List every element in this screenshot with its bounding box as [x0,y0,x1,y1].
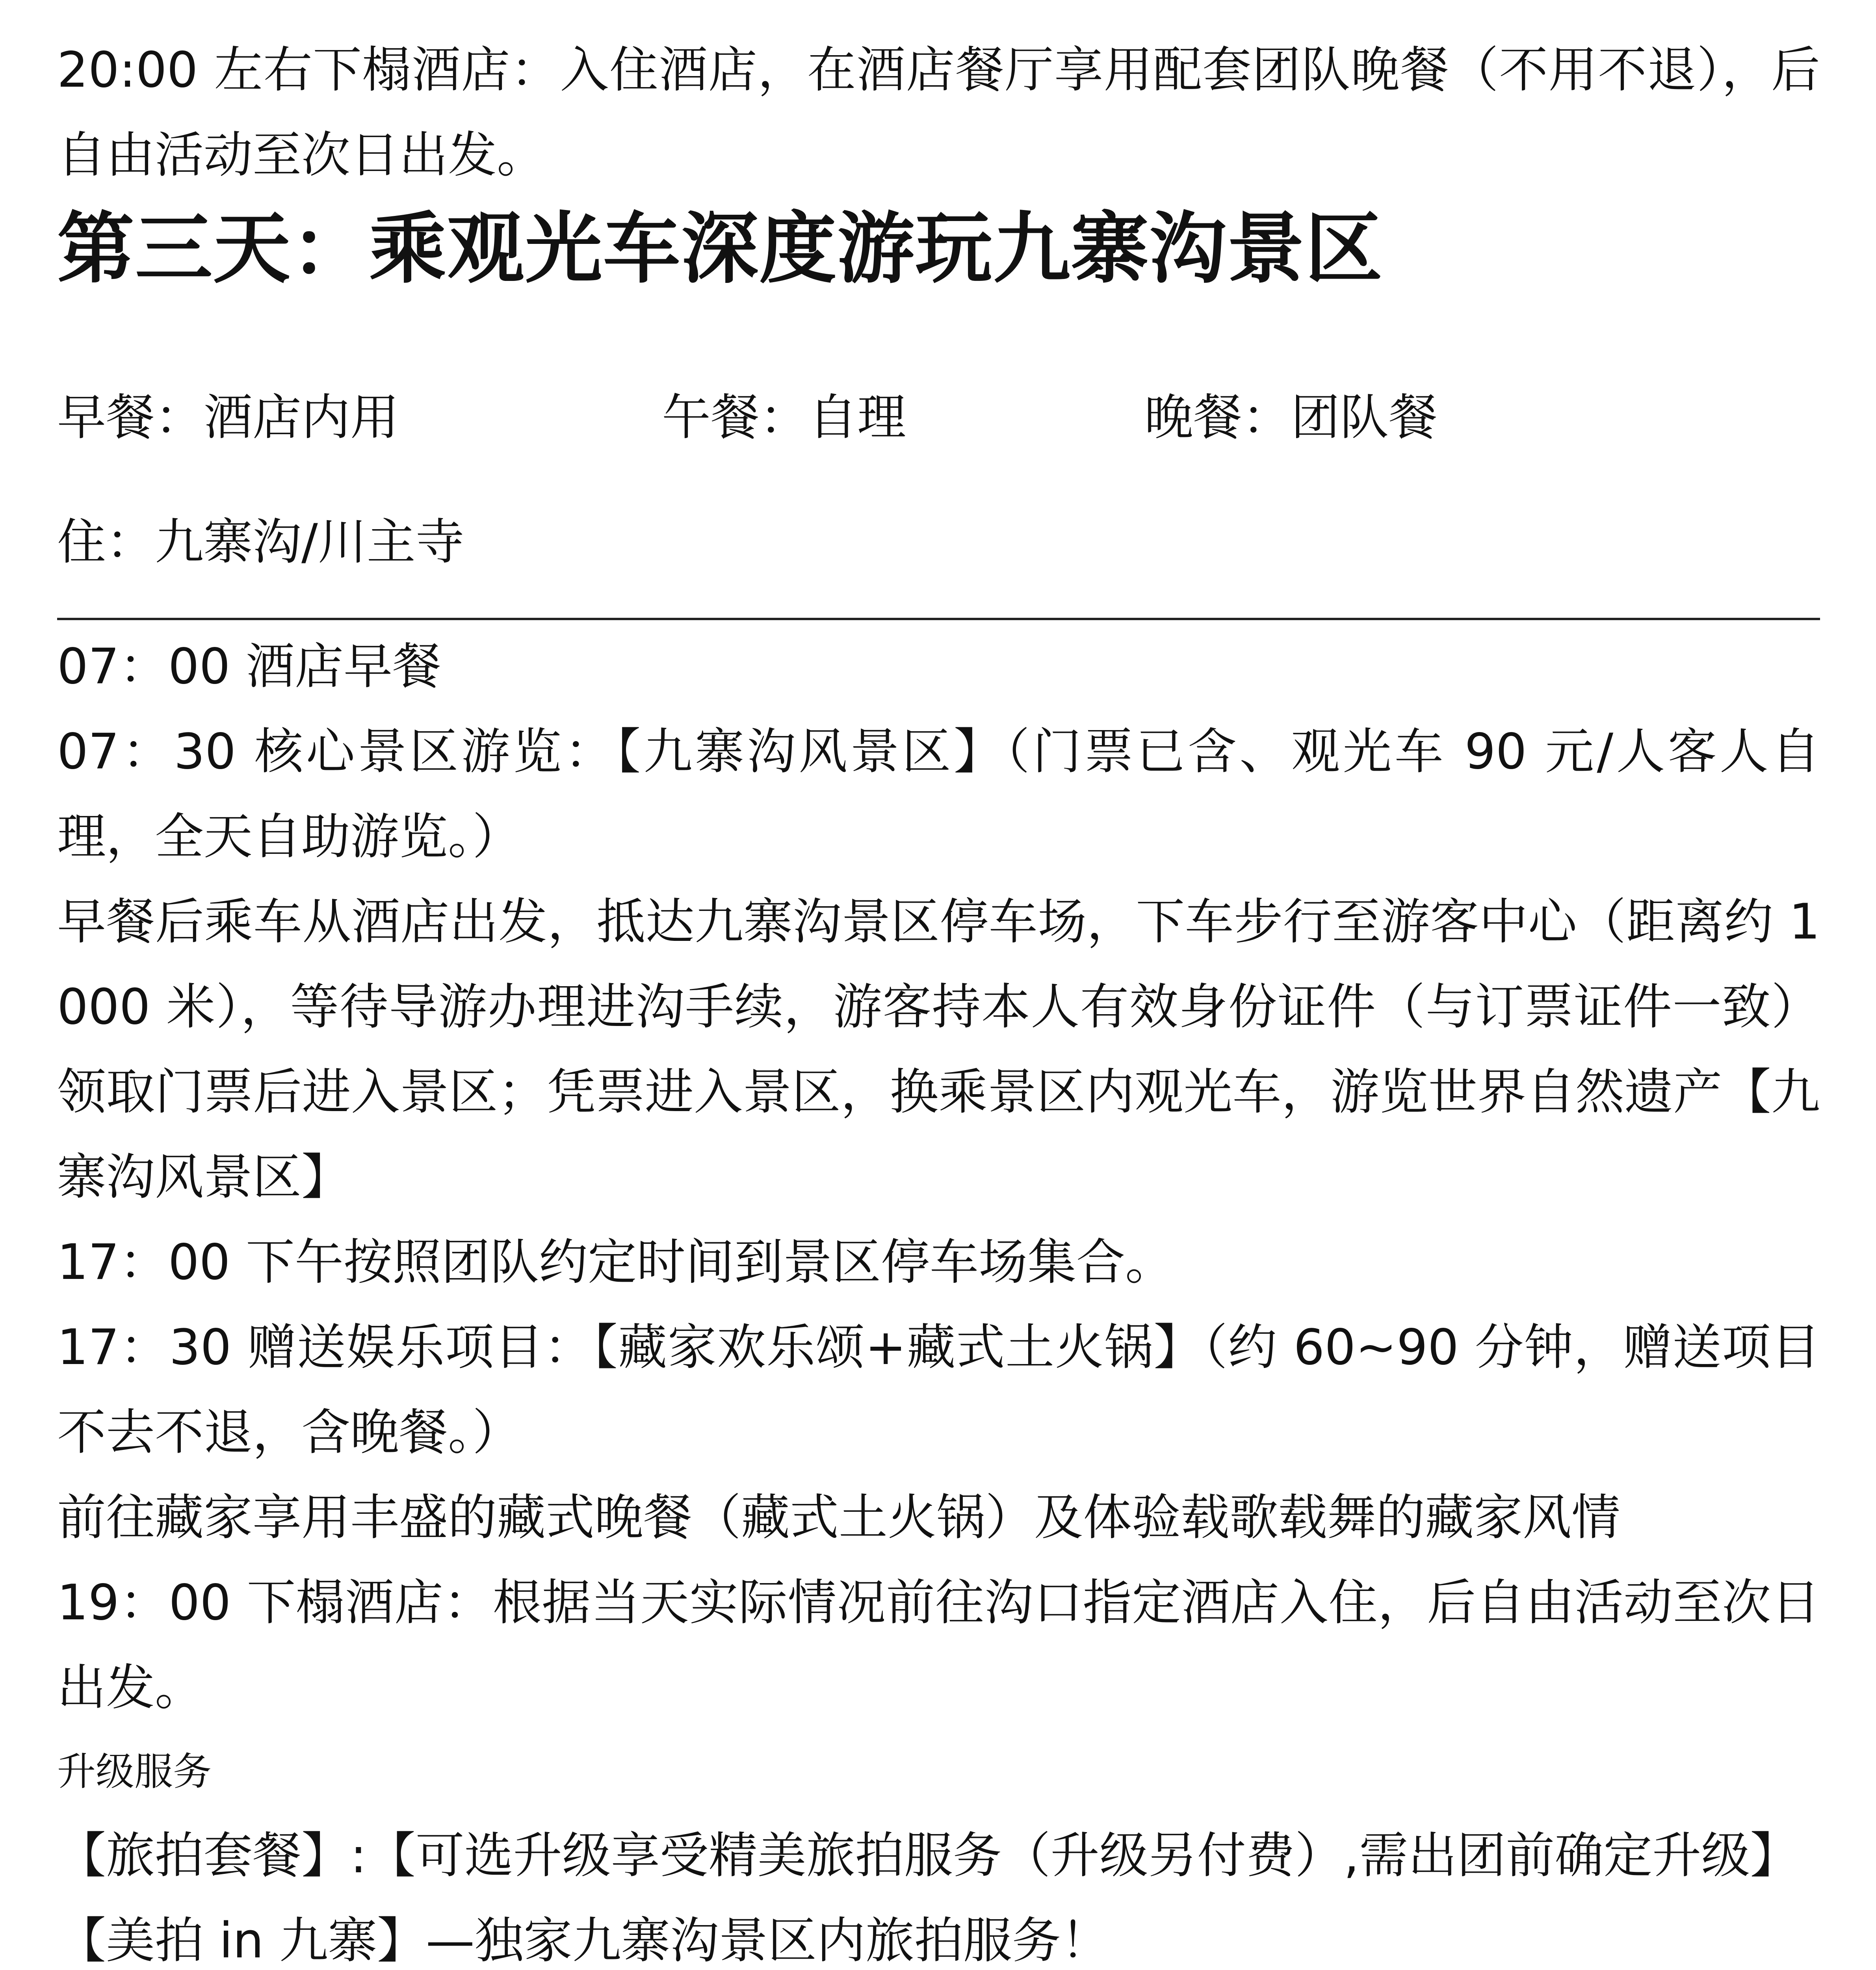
upgrade-label: 升级服务 [57,1749,212,1794]
schedule-dinner-details: 前往藏家享用丰盛的藏式晚餐（藏式土火锅）及体验载歌载舞的藏家风情 [57,1489,1621,1546]
dinner-info: 晚餐：团队餐 [1144,389,1438,446]
day3-title: 第三天：乘观光车深度游玩九寨沟景区 [57,204,1384,294]
intro-text: 20:00 左右下榻酒店：入住酒店，在酒店餐厅享用配套团队晚餐（不用不退），后自由活动至次日出发。 [57,42,1820,184]
lunch-info: 午餐：自理 [662,389,906,446]
upgrade-package-subtitle: 【美拍 in 九寨】—独家九寨沟景区内旅拍服务！ [57,1912,1110,1969]
upgrade-package-title: 【旅拍套餐】:【可选升级享受精美旅拍服务（升级另付费）,需出团前确定升级】 [57,1827,1799,1884]
schedule-tour-details: 早餐后乘车从酒店出发，抵达九寨沟景区停车场，下车步行至游客中心（距离约 1000 米），等待导游办理进沟手续，游客持本人有效身份证件（与订票证件一致）领取门票后进入景区；凭票进入景区，换乘景区内观光车，游览世界自然遗产【九寨沟风景区】 [57,894,1820,1206]
divider-line [57,618,1820,620]
stay-info: 住：九寨沟/川主寺 [57,514,464,571]
meals-row [57,375,1820,460]
schedule-hotel: 19：00 下榻酒店：根据当天实际情况前往沟口指定酒店入住，后自由活动至次日出发。 [57,1574,1820,1716]
document-page [57,28,1820,1970]
schedule-gathering: 17：00 下午按照团队约定时间到景区停车场集合。 [57,1234,1174,1291]
schedule-entertainment: 17：30 赠送娱乐项目：【藏家欢乐颂+藏式土火锅】（约 60~90 分钟，赠送项目不去不退，含晚餐。） [57,1319,1820,1461]
schedule-breakfast: 07：00 酒店早餐 [57,638,441,695]
breakfast-info: 早餐：酒店内用 [57,389,399,446]
schedule-scenic-tour: 07：30 核心景区游览：【九寨沟风景区】（门票已含、观光车 90 元/人客人自理，全天自助游览。） [57,723,1820,865]
